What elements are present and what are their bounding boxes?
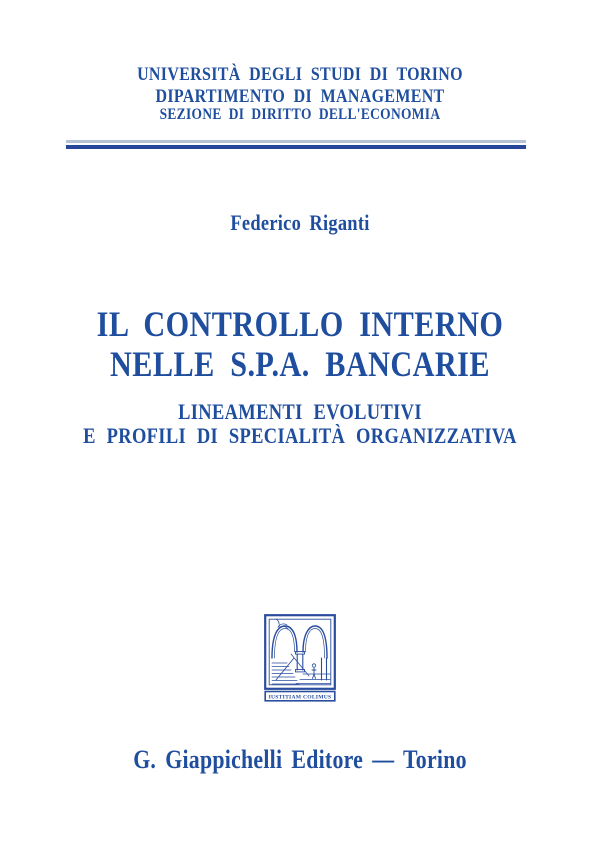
- publisher-emblem: [264, 614, 336, 702]
- author-name: Federico Riganti: [230, 210, 370, 235]
- publisher-imprint: G. Giappichelli Editore — Torino: [133, 745, 467, 774]
- section-name: SEZIONE DI DIRITTO DELL'ECONOMIA: [159, 106, 441, 123]
- subtitle-line-1: LINEAMENTI EVOLUTIVI: [178, 399, 422, 424]
- subtitle-line-2: E PROFILI DI SPECIALITÀ ORGANIZZATIVA: [83, 423, 517, 448]
- university-name: UNIVERSITÀ DEGLI STUDI DI TORINO: [137, 64, 463, 85]
- title-line-2: NELLE S.P.A. BANCARIE: [110, 344, 490, 384]
- department-name: DIPARTIMENTO DI MANAGEMENT: [155, 86, 445, 107]
- divider-rule-light: [66, 140, 526, 143]
- giappichelli-emblem-icon: [264, 614, 336, 702]
- title-line-1: IL CONTROLLO INTERNO: [96, 304, 504, 344]
- emblem-motto: IUSTITIAM COLIMUS: [268, 694, 332, 701]
- book-subtitle: [48, 400, 552, 448]
- book-title: [48, 304, 552, 384]
- divider-rule-dark: [66, 145, 526, 149]
